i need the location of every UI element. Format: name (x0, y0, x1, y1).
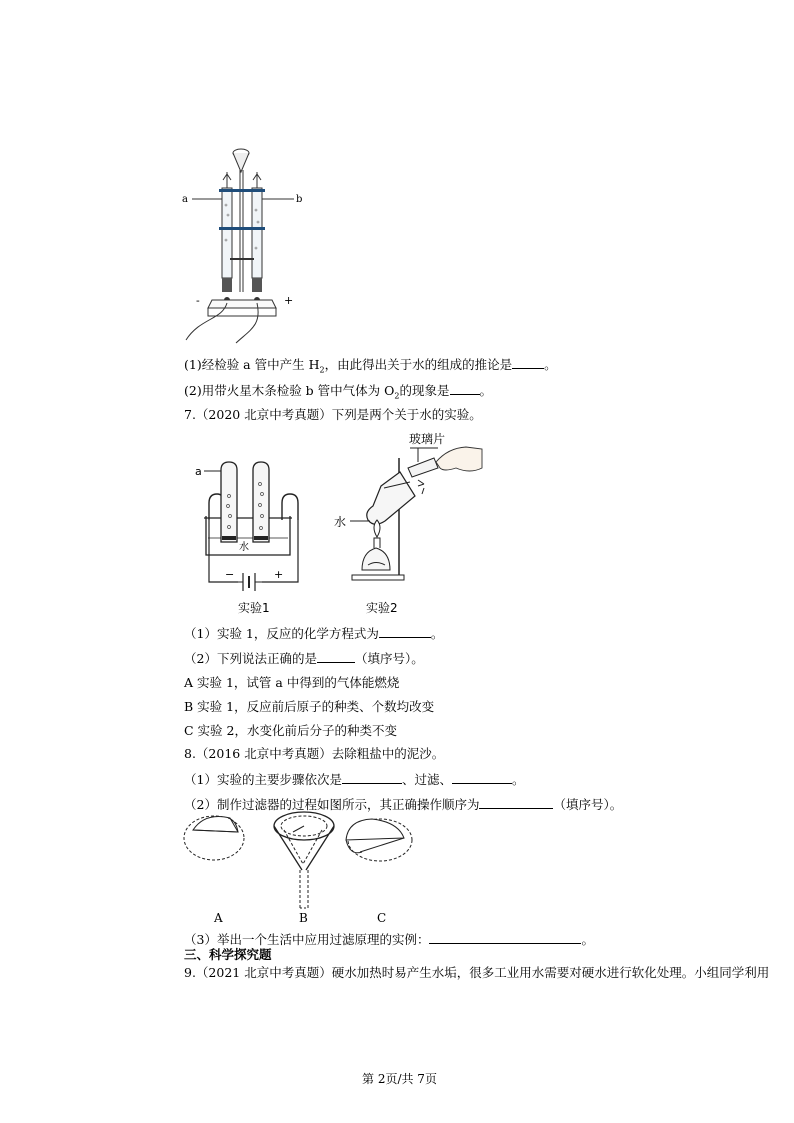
fig-label-plus: + (274, 568, 284, 581)
fig-caption-exp1: 实验1 (238, 601, 270, 615)
q6-subquestion-2: (2)用带火星木条检验 b 管中气体为 $O_2$的现象是 。 (184, 383, 493, 401)
answer-blank[interactable] (452, 771, 512, 784)
fig-label-minus: − (225, 568, 235, 581)
q7-subquestion-2: （2）下列说法正确的是 （填序号）。 (184, 651, 424, 666)
answer-blank[interactable] (379, 625, 431, 638)
answer-blank[interactable] (479, 796, 553, 809)
fig-caption-exp2: 实验2 (366, 601, 398, 615)
q8-subquestion-3: （3）举出一个生活中应用过滤原理的实例： 。 (184, 932, 594, 947)
experiment-2-figure (330, 425, 490, 620)
q8-subquestion-1: （1）实验的主要步骤依次是 、过滤、 。 (184, 772, 525, 787)
answer-blank[interactable] (450, 382, 480, 395)
filter-folding-figure (180, 812, 440, 930)
q7-subquestion-1: （1）实验 1，反应的化学方程式为 。 (184, 626, 444, 641)
fig-label-A: A (214, 911, 223, 925)
electrolysis-apparatus-figure (178, 145, 308, 345)
label-a: a (182, 194, 188, 205)
q9-stem: 9.（2021 北京中考真题）硬水加热时易产生水垢，很多工业用水需要对硬水进行软化处理。小组同学利用 (184, 965, 770, 980)
fig-label-water: 水 (239, 542, 249, 553)
answer-blank[interactable] (429, 931, 581, 944)
section-heading: 三、科学探究题 (184, 947, 272, 962)
q7-option-a: A 实验 1，试管 a 中得到的气体能燃烧 (184, 675, 400, 690)
fig-label-C: C (377, 911, 387, 925)
answer-blank[interactable] (512, 356, 544, 369)
fig-label-B: B (299, 911, 308, 925)
label-plus: + (284, 294, 294, 307)
q6-subquestion-1: (1)经检验 a 管中产生 $H_2$，由此得出关于水的组成的推论是 。 (184, 357, 557, 375)
fig-label-water-2: 水 (334, 515, 347, 529)
q8-subquestion-2: （2）制作过滤器的过程如图所示，其正确操作顺序为 （填序号）。 (184, 797, 623, 812)
fig-label-glass: 玻璃片 (409, 432, 446, 446)
experiment-1-figure (190, 450, 320, 620)
answer-blank[interactable] (342, 771, 402, 784)
page-footer: 第 2页/共 7页 (362, 1072, 437, 1086)
q7-option-c: C 实验 2，水变化前后分子的种类不变 (184, 723, 397, 738)
label-b: b (296, 194, 303, 205)
q8-stem: 8.（2016 北京中考真题）去除粗盐中的泥沙。 (184, 746, 445, 761)
answer-blank[interactable] (317, 650, 355, 663)
fig-label-a: a (195, 465, 202, 478)
label-minus: - (196, 294, 200, 307)
q7-option-b: B 实验 1，反应前后原子的种类、个数均改变 (184, 699, 435, 714)
q7-stem: 7.（2020 北京中考真题）下列是两个关于水的实验。 (184, 407, 482, 422)
